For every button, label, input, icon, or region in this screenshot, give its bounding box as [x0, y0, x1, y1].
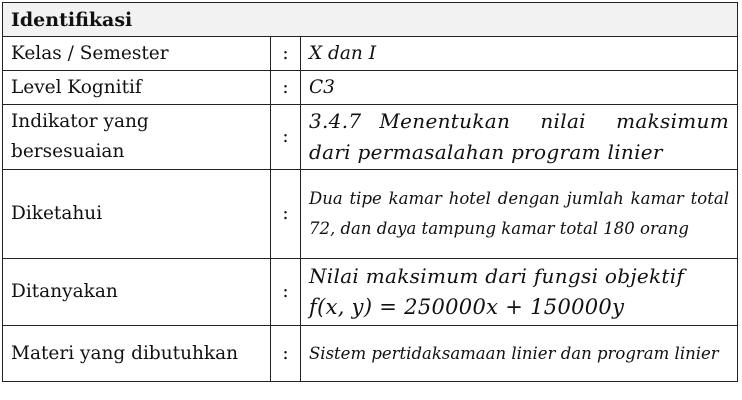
indicator-code: 3.4.7: [309, 109, 362, 133]
row-value: Sistem pertidaksamaan linier dan program linier: [301, 326, 738, 382]
question-text: Nilai maksimum dari fungsi objektif: [309, 264, 685, 288]
row-separator: :: [271, 170, 301, 259]
row-separator: :: [271, 326, 301, 382]
table-row: [3, 71, 738, 105]
indicator-text: Menentukan nilai maksimum dari permasalahan program linier: [309, 109, 729, 164]
row-label: Level Kognitif: [3, 71, 271, 105]
row-separator: :: [271, 105, 301, 170]
row-label: Diketahui: [3, 170, 271, 259]
table-row: [3, 259, 738, 326]
table-row: [3, 105, 738, 170]
objective-function-formula: f(x, y) = 250000x + 150000y: [309, 295, 625, 319]
table-title: Identifikasi: [3, 3, 738, 37]
row-label: Materi yang dibutuhkan: [3, 326, 271, 382]
row-value: [301, 259, 738, 326]
row-value: Dua tipe kamar hotel dengan jumlah kamar total 72, dan daya tampung kamar total 180 orang: [301, 170, 738, 259]
row-label: Kelas / Semester: [3, 37, 271, 71]
row-value: [301, 105, 738, 170]
identification-table: [2, 2, 738, 382]
row-label: Ditanyakan: [3, 259, 271, 326]
row-separator: :: [271, 71, 301, 105]
row-value: C3: [301, 71, 738, 105]
row-label: Indikator yang bersesuaian: [3, 105, 271, 170]
table-row: [3, 326, 738, 382]
table-header-row: [3, 3, 738, 37]
table-row: [3, 170, 738, 259]
row-value: X dan I: [301, 37, 738, 71]
row-separator: :: [271, 259, 301, 326]
table-row: [3, 37, 738, 71]
row-separator: :: [271, 37, 301, 71]
